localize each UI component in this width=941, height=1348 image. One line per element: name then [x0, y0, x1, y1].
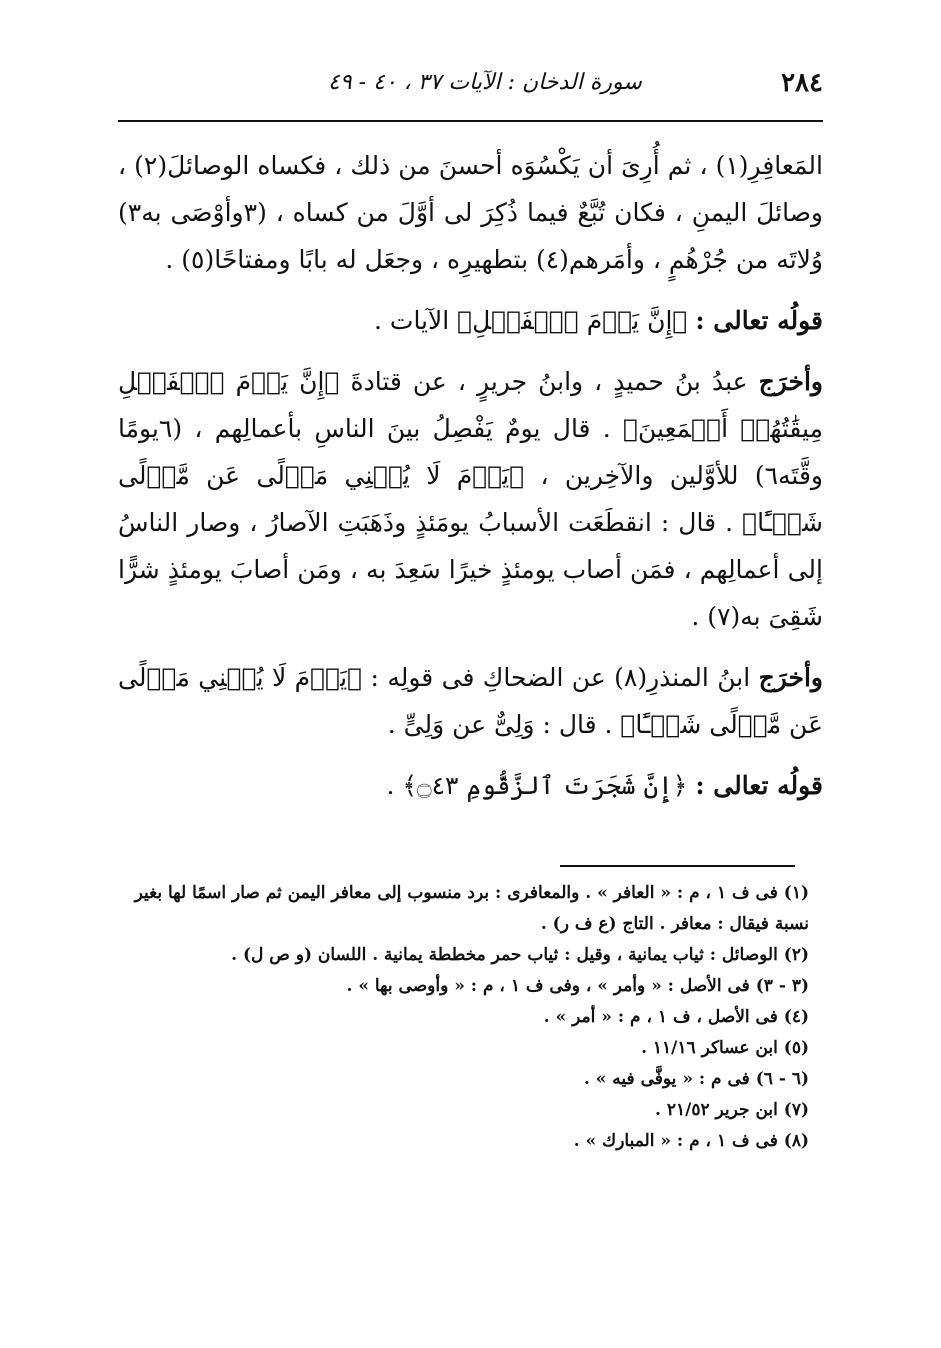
paragraph-3 [118, 654, 823, 748]
footnote: (٤) فى الأصل ، ف ١ ، م : « أمر » . [543, 1007, 809, 1027]
running-header [118, 66, 823, 106]
verse-heading-lead: قولُه تعالى : [695, 771, 823, 800]
footnote: (٣ - ٣) فى الأصل : « وأمر » ، وفى ف ١ ، م : « وأوصى بها » . [346, 976, 809, 996]
paragraph-3-lead: وأخرَج [758, 663, 823, 692]
footnote: (٨) فى ف ١ ، م : « المبارك » . [573, 1131, 809, 1151]
header-rule [118, 120, 823, 122]
paragraph-3-text: ابنُ المنذرِ(٨) عن الضحاكِ فى قولِه : ﴿يَوۡمَ لَا يُغۡنِي مَوۡلًى عَن مَّوۡلًى شَيۡـًٔا﴾ . قال : وَلِىٌّ عن وَلِىٍّ . [118, 663, 823, 739]
paragraph-2-text: عبدُ بنُ حميدٍ ، وابنُ جريرٍ ، عن قتادةَ ﴿إِنَّ يَوۡمَ ٱلۡفَصۡلِ مِيقَٰتُهُمۡ أَجۡمَعِينَ﴾ . قال يومٌ يَفْصِلُ بينَ الناسِ بأعمالِهم ، (٦يومًا وقَّتَه٦) للأوَّلين والآخِرين ، ﴿يَوۡمَ لَا يُغۡنِي مَوۡلًى عَن مَّوۡلًى شَيۡـًٔا﴾ . قال : انقطَعَت الأسبابُ يومَئذٍ وذَهَبَتِ الآصارُ ، وصار الناسُ إلى أعمالِهم ، فمَن أصاب يومئذٍ خيرًا سَعِدَ به ، ومَن أصابَ يومئذٍ شرًّا شَقِىَ به(٧) . [118, 367, 823, 631]
verse-heading-1 [118, 297, 823, 344]
running-title: سورة الدخان : الآيات ٣٧ ، ٤٠ - ٤٩ [328, 70, 642, 95]
footnote: (٦ - ٦) فى م : « يوفَّى فيه » . [583, 1069, 809, 1089]
footnote: (٢) الوصائل : ثياب يمانية ، وقيل : ثياب حمر مخططة يمانية . اللسان (و ص ل) . [231, 945, 809, 965]
footnotes [118, 878, 809, 1157]
page-number: ٢٨٤ [781, 68, 823, 98]
verse-heading-2 [118, 762, 823, 809]
footnote: (١) فى ف ١ ، م : « العافر » . والمعافرى : برد منسوب إلى معافر اليمن ثم صار اسمًا لها بغير نسبة فيقال : معافر . التاج (ع ف ر) . [134, 883, 809, 934]
footnote-rule [560, 865, 795, 867]
paragraph-2 [118, 358, 823, 640]
verse-heading-text: ﴿إِنَّ شَجَرَتَ ٱلزَّقُّومِ ۝٤٣﴾ . [386, 771, 688, 800]
paragraph-1: المَعافِرِ(١) ، ثم أُرِىَ أن يَكْسُوَه أحسنَ من ذلك ، فكساه الوصائلَ(٢) ، وصائلَ اليمنِ ، فكان تُبَّعٌ فيما ذُكِرَ لى أوَّلَ من كساه ، (٣وأوْصَى به٣) وُلاتَه من جُرْهُمٍ ، وأمَرهم(٤) بتطهيرِه ، وجعَل له بابًا ومفتاحًا(٥) . [118, 151, 823, 274]
footnote: (٧) ابن جرير ٢١/٥٢ . [655, 1100, 809, 1120]
verse-heading-text: ﴿إِنَّ يَوۡمَ ٱلۡفَصۡلِ﴾ الآيات . [374, 306, 688, 335]
verse-heading-lead: قولُه تعالى : [695, 306, 823, 335]
footnote: (٥) ابن عساكر ١١/١٦ . [641, 1038, 809, 1058]
paragraph-2-lead: وأخرَج [758, 367, 823, 396]
main-text [118, 142, 823, 809]
